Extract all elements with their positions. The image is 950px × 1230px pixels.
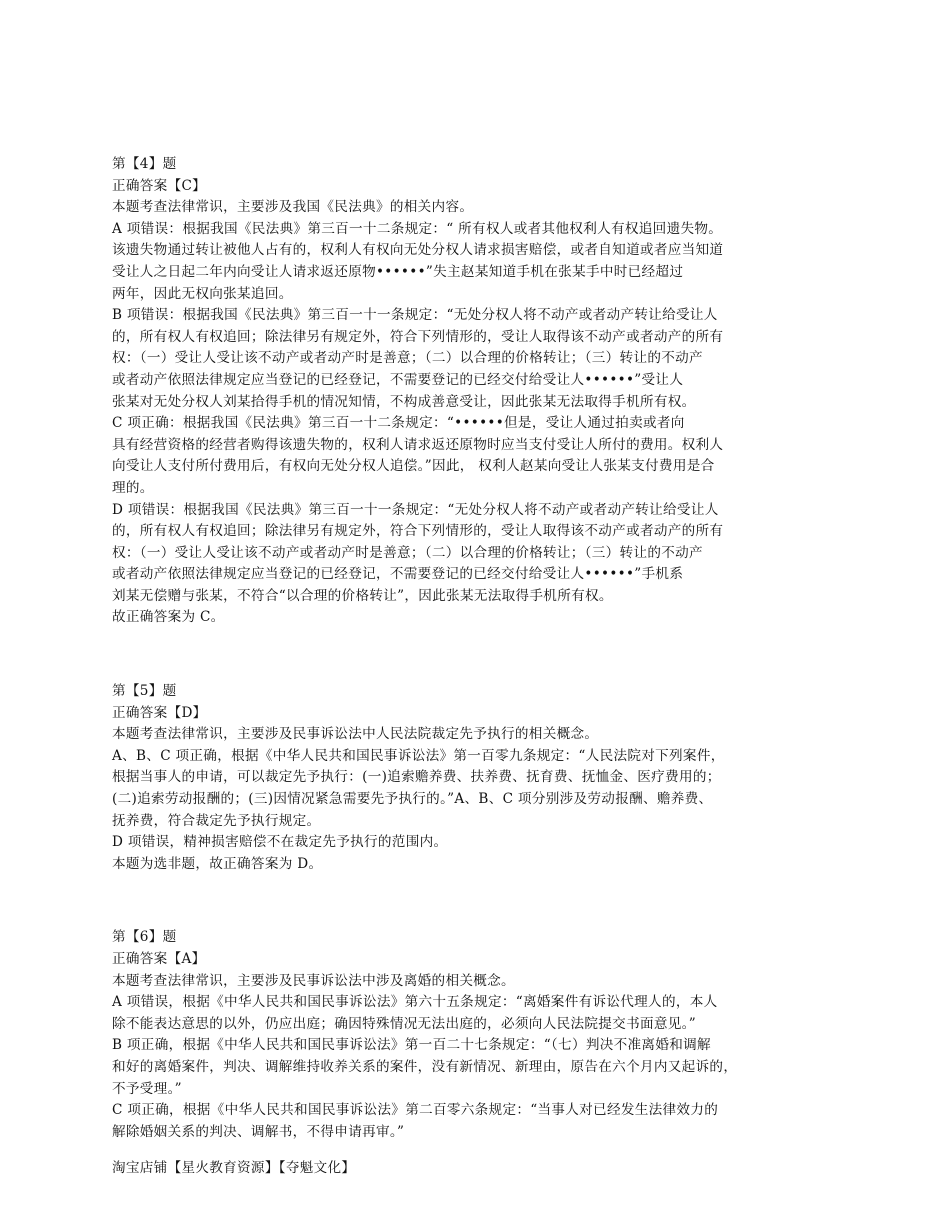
explanation-line: 向受让人支付所付费用后，有权向无处分权人追偿。”因此， 权利人赵某向受让人张某支付费用是合 bbox=[112, 458, 715, 475]
explanation-line: D 项错误：根据我国《民法典》第三百一十一条规定：“无处分权人将不动产或者动产转让给受让人 bbox=[112, 501, 719, 518]
explanation-line: 具有经营资格的经营者购得该遗失物的，权利人请求返还原物时应当支付受让人所付的费用。权利人 bbox=[112, 436, 724, 453]
explanation-line: 的，所有权人有权追回；除法律另有规定外，符合下列情形的，受让人取得该不动产或者动产的所有 bbox=[112, 523, 724, 540]
correct-answer: 正确答案【C】 bbox=[112, 177, 207, 194]
explanation-line: A、B、C 项正确，根据《中华人民共和国民事诉讼法》第一百零九条规定：“人民法院对下列案件， bbox=[112, 747, 725, 764]
explanation-line: 权：（一）受让人受让该不动产或者动产时是善意；（二）以合理的价格转让；（三）转让的不动产 bbox=[112, 544, 703, 561]
explanation-line: C 项正确：根据我国《民法典》第三百一十二条规定：“••••••但是，受让人通过拍卖或者向 bbox=[112, 415, 685, 432]
explanation-line: 受让人之日起二年内向受让人请求返还原物••••••”失主赵某知道手机在张某手中时已经超过 bbox=[112, 263, 684, 280]
explanation-line: 抚养费，符合裁定先予执行规定。 bbox=[112, 812, 321, 829]
explanation-line: 除不能表达意思的以外，仍应出庭；确因特殊情况无法出庭的，必须向人民法院提交书面意见。” bbox=[112, 1015, 696, 1032]
explanation-line: 或者动产依照法律规定应当登记的已经登记，不需要登记的已经交付给受让人••••••”手机系 bbox=[112, 566, 684, 583]
explanation-line: 本题考查法律常识，主要涉及民事诉讼法中人民法院裁定先予执行的相关概念。 bbox=[112, 726, 599, 743]
explanation-line: (二)追索劳动报酬的；(三)因情况紧急需要先予执行的。”A、B、C 项分别涉及劳动报酬、赡养费、 bbox=[112, 791, 713, 808]
explanation-line: 本题考查法律常识，主要涉及民事诉讼法中涉及离婚的相关概念。 bbox=[112, 972, 515, 989]
explanation-line: B 项错误：根据我国《民法典》第三百一十一条规定：“无处分权人将不动产或者动产转让给受让人 bbox=[112, 307, 718, 324]
explanation-line: 该遗失物通过转让被他人占有的，权利人有权向无处分权人请求损害赔偿，或者自知道或者应当知道 bbox=[112, 242, 724, 259]
explanation-line: A 项错误，根据《中华人民共和国民事诉讼法》第六十五条规定：“离婚案件有诉讼代理人的，本人 bbox=[112, 994, 718, 1011]
correct-answer: 正确答案【A】 bbox=[112, 951, 206, 967]
section-gap bbox=[112, 629, 842, 681]
question-section bbox=[112, 154, 842, 629]
explanation-line: D 项错误，精神损害赔偿不在裁定先予执行的范围内。 bbox=[112, 834, 448, 851]
question-section bbox=[112, 927, 842, 1143]
explanation-line: B 项正确，根据《中华人民共和国民事诉讼法》第一百二十七条规定：“（七）判决不准离婚和调解 bbox=[112, 1037, 711, 1054]
question-title: 第【5】题 bbox=[112, 683, 177, 700]
question-title: 第【4】题 bbox=[112, 156, 177, 172]
explanation-line: 理的。 bbox=[112, 479, 154, 496]
explanation-line: A 项错误：根据我国《民法典》第三百一十二条规定：“ 所有权人或者其他权利人有权追回遗失物。 bbox=[112, 220, 723, 237]
question-title: 第【6】题 bbox=[112, 929, 177, 946]
explanation-line: 的，所有权人有权追回；除法律另有规定外，符合下列情形的，受让人取得该不动产或者动产的所有 bbox=[112, 328, 724, 345]
explanation-line: 根据当事人的申请，可以裁定先予执行：(一)追索赡养费、扶养费、抚育费、抚恤金、医疗费用的； bbox=[112, 769, 721, 786]
explanation-line: 本题考查法律常识，主要涉及我国《民法典》的相关内容。 bbox=[112, 199, 474, 216]
explanation-line: 解除婚姻关系的判决、调解书，不得申请再审。” bbox=[112, 1123, 405, 1140]
explanation-line: 或者动产依照法律规定应当登记的已经登记，不需要登记的已经交付给受让人••••••”受让人 bbox=[112, 371, 684, 388]
section-gap bbox=[112, 875, 842, 927]
explanation-line: 故正确答案为 C。 bbox=[112, 609, 225, 626]
explanation-line: 权：（一）受让人受让该不动产或者动产时是善意；（二）以合理的价格转让；（三）转让的不动产 bbox=[112, 350, 703, 367]
footer-text: 淘宝店铺【星火教育资源】【夺魁文化】 bbox=[112, 1160, 356, 1176]
document-body bbox=[112, 154, 842, 1143]
explanation-line: 不予受理。” bbox=[112, 1080, 182, 1097]
explanation-line: 刘某无偿赠与张某，不符合“以合理的价格转让”，因此张某无法取得手机所有权。 bbox=[112, 587, 613, 604]
explanation-line: 和好的离婚案件，判决、调解维持收养关系的案件，没有新情况、新理由，原告在六个月内又起诉的， bbox=[112, 1058, 738, 1075]
explanation-line: C 项正确，根据《中华人民共和国民事诉讼法》第二百零六条规定：“当事人对已经发生法律效力的 bbox=[112, 1102, 719, 1119]
explanation-line: 两年，因此无权向张某追回。 bbox=[112, 285, 293, 302]
explanation-line: 张某对无处分权人刘某拾得手机的情况知情，不构成善意受让，因此张某无法取得手机所有权。 bbox=[112, 393, 696, 410]
question-section bbox=[112, 681, 842, 875]
correct-answer: 正确答案【D】 bbox=[112, 704, 207, 721]
explanation-line: 本题为选非题，故正确答案为 D。 bbox=[112, 855, 323, 872]
